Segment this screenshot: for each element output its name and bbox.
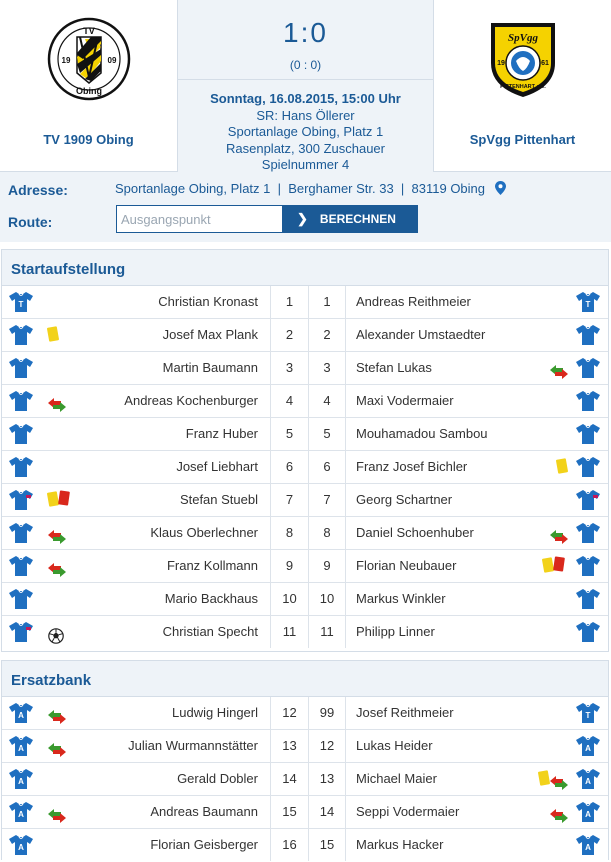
home-events — [48, 451, 88, 483]
substitution-icon — [550, 808, 568, 824]
goalkeeper-shirt-icon — [575, 702, 601, 724]
jersey-icon — [575, 588, 601, 610]
home-player-number: 8 — [270, 517, 308, 549]
svg-text:SpVgg: SpVgg — [507, 32, 538, 44]
svg-text:T: T — [585, 711, 591, 720]
away-player-name[interactable]: Andreas Reithmeier — [356, 294, 471, 309]
red-card-icon — [553, 556, 565, 571]
home-events — [48, 484, 88, 516]
away-shirt — [575, 517, 601, 549]
home-events — [48, 286, 88, 318]
away-player-number: 10 — [308, 583, 346, 615]
home-player-number: 4 — [270, 385, 308, 417]
calculate-route-label: BERECHNEN — [319, 212, 396, 226]
starting-lineup-list — [2, 286, 608, 649]
away-events — [528, 286, 568, 318]
lineup-row — [2, 829, 608, 862]
away-player-name[interactable]: Michael Maier — [356, 771, 437, 786]
home-player-number: 10 — [270, 583, 308, 615]
calculate-route-button[interactable] — [283, 205, 418, 233]
jersey-icon — [575, 522, 601, 544]
yellow-card-icon — [47, 326, 59, 342]
yellow-card-icon — [542, 557, 554, 573]
red-card-icon — [58, 490, 70, 505]
away-events — [528, 616, 568, 648]
substitution-icon — [48, 709, 66, 725]
away-player-name[interactable]: Stefan Lukas — [356, 360, 432, 375]
jersey-icon — [575, 555, 601, 577]
jersey-icon — [8, 588, 34, 610]
jersey-icon — [8, 324, 34, 346]
home-shirt — [8, 319, 34, 351]
home-player-number: 1 — [270, 286, 308, 318]
away-shirt — [575, 583, 601, 615]
yellow-card-icon — [47, 491, 59, 507]
home-player-name[interactable]: Franz Huber — [185, 426, 258, 441]
home-events — [48, 763, 88, 795]
svg-text:A: A — [18, 810, 24, 819]
lineup-row — [2, 796, 608, 829]
home-player-name[interactable]: Andreas Kochenburger — [124, 393, 258, 408]
away-shirt — [575, 763, 601, 795]
away-player-name[interactable]: Alexander Umstaedter — [356, 327, 486, 342]
home-shirt — [8, 730, 34, 762]
home-player-number: 3 — [270, 352, 308, 384]
referee: SR: Hans Öllerer — [256, 107, 355, 123]
goalkeeper-shirt-icon — [575, 291, 601, 313]
home-player-name[interactable]: Christian Specht — [162, 624, 258, 639]
match-date: Sonntag, 16.08.2015, 15:00 Uhr — [210, 91, 401, 106]
svg-text:PITTENHART e.V.: PITTENHART e.V. — [499, 84, 546, 90]
lineup-row — [2, 319, 608, 352]
halftime-score: (0 : 0) — [289, 58, 322, 72]
svg-text:T: T — [18, 300, 24, 309]
lineup-row — [2, 418, 608, 451]
home-player-name[interactable]: Julian Wurmannstätter — [128, 738, 258, 753]
svg-text:TV: TV — [82, 26, 95, 36]
home-player-number: 6 — [270, 451, 308, 483]
away-player-number: 1 — [308, 286, 346, 318]
jersey-icon — [575, 324, 601, 346]
substitute-shirt-icon — [8, 702, 34, 724]
home-player-name[interactable]: Martin Baumann — [162, 360, 258, 375]
bench-section — [1, 660, 609, 860]
away-shirt — [575, 451, 601, 483]
away-player-number: 2 — [308, 319, 346, 351]
away-events — [528, 730, 568, 762]
lineup-row — [2, 763, 608, 796]
away-player-name[interactable]: Florian Neubauer — [356, 558, 457, 573]
away-player-name[interactable]: Seppi Vodermaier — [356, 804, 460, 819]
substitution-icon — [48, 808, 66, 824]
substitute-shirt-icon — [8, 801, 34, 823]
final-score: 1:0 — [283, 17, 328, 48]
score-box — [178, 0, 433, 80]
match-number: Spielnummer 4 — [261, 157, 350, 172]
jersey-icon — [8, 621, 34, 643]
svg-text:19: 19 — [61, 56, 70, 65]
away-player-number: 11 — [308, 616, 346, 648]
substitution-icon — [550, 364, 568, 380]
home-shirt — [8, 517, 34, 549]
svg-text:A: A — [18, 711, 24, 720]
jersey-icon — [8, 456, 34, 478]
away-events — [528, 451, 568, 483]
jersey-icon — [575, 390, 601, 412]
goalkeeper-shirt-icon — [8, 291, 34, 313]
home-team-name[interactable]: TV 1909 Obing — [43, 132, 134, 147]
substitute-shirt-icon — [575, 735, 601, 757]
svg-text:61: 61 — [540, 60, 549, 67]
substitution-icon — [48, 529, 66, 545]
home-events — [48, 385, 88, 417]
lineup-row — [2, 697, 608, 730]
address-panel — [0, 172, 611, 242]
away-events — [528, 385, 568, 417]
away-events — [528, 319, 568, 351]
substitute-shirt-icon — [575, 768, 601, 790]
home-events — [48, 517, 88, 549]
substitution-icon — [550, 775, 568, 791]
home-shirt — [8, 763, 34, 795]
yellow-card-icon — [538, 770, 550, 786]
address-value[interactable] — [115, 181, 506, 196]
away-shirt — [575, 319, 601, 351]
substitution-icon — [48, 397, 66, 413]
away-player-name[interactable]: Mouhamadou Sambou — [356, 426, 488, 441]
away-player-number: 5 — [308, 418, 346, 450]
lineup-row — [2, 517, 608, 550]
home-player-name[interactable]: Gerald Dobler — [177, 771, 258, 786]
away-events — [528, 418, 568, 450]
jersey-icon — [8, 555, 34, 577]
lineup-row — [2, 352, 608, 385]
home-events — [48, 352, 88, 384]
away-shirt — [575, 616, 601, 648]
jersey-icon — [8, 489, 34, 511]
match-center — [177, 0, 434, 172]
jersey-icon — [575, 423, 601, 445]
home-team-logo — [47, 17, 131, 101]
substitute-shirt-icon — [8, 834, 34, 856]
jersey-icon — [575, 357, 601, 379]
jersey-icon — [8, 390, 34, 412]
away-shirt — [575, 796, 601, 828]
away-player-name[interactable]: Philipp Linner — [356, 624, 435, 639]
home-player-number: 7 — [270, 484, 308, 516]
home-shirt — [8, 418, 34, 450]
home-events — [48, 616, 88, 648]
home-player-name[interactable]: Klaus Oberlechner — [150, 525, 258, 540]
away-player-number: 4 — [308, 385, 346, 417]
substitution-icon — [48, 562, 66, 578]
away-events — [528, 550, 568, 582]
svg-text:Obing: Obing — [75, 86, 102, 96]
away-player-number: 9 — [308, 550, 346, 582]
map-pin-icon[interactable] — [495, 181, 506, 195]
away-player-name[interactable]: Lukas Heider — [356, 738, 433, 753]
match-info — [178, 91, 433, 174]
away-events — [528, 763, 568, 795]
jersey-icon — [8, 423, 34, 445]
home-player-name[interactable]: Stefan Stuebl — [179, 492, 258, 507]
home-player-number: 12 — [270, 697, 308, 729]
away-player-number: 14 — [308, 796, 346, 828]
away-shirt — [575, 829, 601, 861]
away-player-name[interactable]: Markus Winkler — [356, 591, 446, 606]
home-player-name[interactable]: Ludwig Hingerl — [172, 705, 258, 720]
chevron-right-icon: ❯ — [297, 211, 308, 226]
home-shirt — [8, 484, 34, 516]
away-player-name[interactable]: Georg Schartner — [356, 492, 453, 507]
svg-text:A: A — [18, 777, 24, 786]
goal-ball-icon — [48, 628, 64, 644]
jersey-icon — [575, 621, 601, 643]
svg-text:T: T — [585, 300, 591, 309]
home-events — [48, 829, 88, 861]
home-events — [48, 796, 88, 828]
away-player-number: 7 — [308, 484, 346, 516]
home-player-name[interactable]: Florian Geisberger — [150, 837, 258, 852]
away-events — [528, 697, 568, 729]
match-header — [0, 0, 611, 172]
lineup-row — [2, 730, 608, 763]
home-player-name[interactable]: Franz Kollmann — [166, 558, 258, 573]
jersey-icon — [8, 357, 34, 379]
svg-text:A: A — [18, 744, 24, 753]
substitute-shirt-icon — [8, 735, 34, 757]
jersey-icon — [575, 456, 601, 478]
away-player-name[interactable]: Daniel Schoenhuber — [356, 525, 474, 540]
away-events — [528, 352, 568, 384]
away-events — [528, 829, 568, 861]
home-player-number: 9 — [270, 550, 308, 582]
route-label: Route: — [8, 214, 53, 230]
jersey-icon — [575, 489, 601, 511]
substitute-shirt-icon — [8, 768, 34, 790]
away-player-number: 13 — [308, 763, 346, 795]
home-events — [48, 319, 88, 351]
home-events — [48, 730, 88, 762]
svg-text:A: A — [585, 777, 591, 786]
lineup-row — [2, 583, 608, 616]
yellow-card-icon — [556, 458, 568, 474]
away-player-name[interactable]: Maxi Vodermaier — [356, 393, 454, 408]
home-shirt — [8, 352, 34, 384]
home-player-number: 11 — [270, 616, 308, 648]
away-shirt — [575, 550, 601, 582]
away-events — [528, 796, 568, 828]
home-shirt — [8, 451, 34, 483]
home-events — [48, 697, 88, 729]
substitution-icon — [48, 742, 66, 758]
home-shirt — [8, 796, 34, 828]
svg-text:A: A — [585, 810, 591, 819]
away-player-name[interactable]: Markus Hacker — [356, 837, 444, 852]
home-player-number: 5 — [270, 418, 308, 450]
home-shirt — [8, 583, 34, 615]
starting-lineup-section — [1, 249, 609, 652]
home-player-name[interactable]: Christian Kronast — [158, 294, 258, 309]
away-team[interactable] — [434, 0, 611, 172]
home-player-number: 14 — [270, 763, 308, 795]
home-shirt — [8, 286, 34, 318]
away-shirt — [575, 286, 601, 318]
lineup-row — [2, 286, 608, 319]
home-player-name[interactable]: Andreas Baumann — [150, 804, 258, 819]
home-events — [48, 418, 88, 450]
surface-attendance: Rasenplatz, 300 Zuschauer — [226, 140, 385, 156]
home-player-number: 15 — [270, 796, 308, 828]
lineup-row — [2, 550, 608, 583]
away-player-number: 12 — [308, 730, 346, 762]
bench-list — [2, 697, 608, 862]
away-player-number: 8 — [308, 517, 346, 549]
away-shirt — [575, 484, 601, 516]
away-team-name[interactable]: SpVgg Pittenhart — [469, 132, 576, 147]
svg-text:A: A — [585, 843, 591, 852]
away-player-name[interactable]: Josef Reithmeier — [356, 705, 454, 720]
svg-text:A: A — [585, 744, 591, 753]
lineup-row — [2, 484, 608, 517]
home-events — [48, 583, 88, 615]
home-events — [48, 550, 88, 582]
home-shirt — [8, 697, 34, 729]
home-shirt — [8, 385, 34, 417]
address-text[interactable]: Sportanlage Obing, Platz 1 | Berghamer Str. 33 | 83119 Obing — [115, 181, 486, 196]
svg-text:19: 19 — [496, 60, 505, 67]
substitution-icon — [550, 529, 568, 545]
away-shirt — [575, 730, 601, 762]
svg-text:09: 09 — [107, 56, 116, 65]
route-start-input[interactable] — [116, 205, 283, 233]
away-player-number: 99 — [308, 697, 346, 729]
home-player-number: 13 — [270, 730, 308, 762]
away-player-number: 3 — [308, 352, 346, 384]
starting-lineup-title: Startaufstellung — [2, 250, 608, 286]
jersey-icon — [8, 522, 34, 544]
substitute-shirt-icon — [575, 801, 601, 823]
home-shirt — [8, 829, 34, 861]
home-player-number: 2 — [270, 319, 308, 351]
address-label: Adresse: — [8, 182, 68, 198]
away-events — [528, 517, 568, 549]
home-shirt — [8, 550, 34, 582]
away-player-number: 15 — [308, 829, 346, 861]
away-events — [528, 484, 568, 516]
svg-text:A: A — [18, 843, 24, 852]
lineup-row — [2, 385, 608, 418]
away-shirt — [575, 352, 601, 384]
home-shirt — [8, 616, 34, 648]
away-shirt — [575, 418, 601, 450]
away-team-logo — [481, 17, 565, 101]
home-player-number: 16 — [270, 829, 308, 861]
home-player-name[interactable]: Mario Backhaus — [164, 591, 258, 606]
away-player-name[interactable]: Franz Josef Bichler — [356, 459, 468, 474]
away-shirt — [575, 697, 601, 729]
home-team[interactable] — [0, 0, 177, 172]
away-player-number: 6 — [308, 451, 346, 483]
lineup-row — [2, 616, 608, 649]
home-player-name[interactable]: Josef Max Plank — [162, 327, 258, 342]
lineup-row — [2, 451, 608, 484]
home-player-name[interactable]: Josef Liebhart — [176, 459, 258, 474]
away-shirt — [575, 385, 601, 417]
bench-title: Ersatzbank — [2, 661, 608, 697]
venue: Sportanlage Obing, Platz 1 — [227, 124, 384, 139]
away-events — [528, 583, 568, 615]
substitute-shirt-icon — [575, 834, 601, 856]
